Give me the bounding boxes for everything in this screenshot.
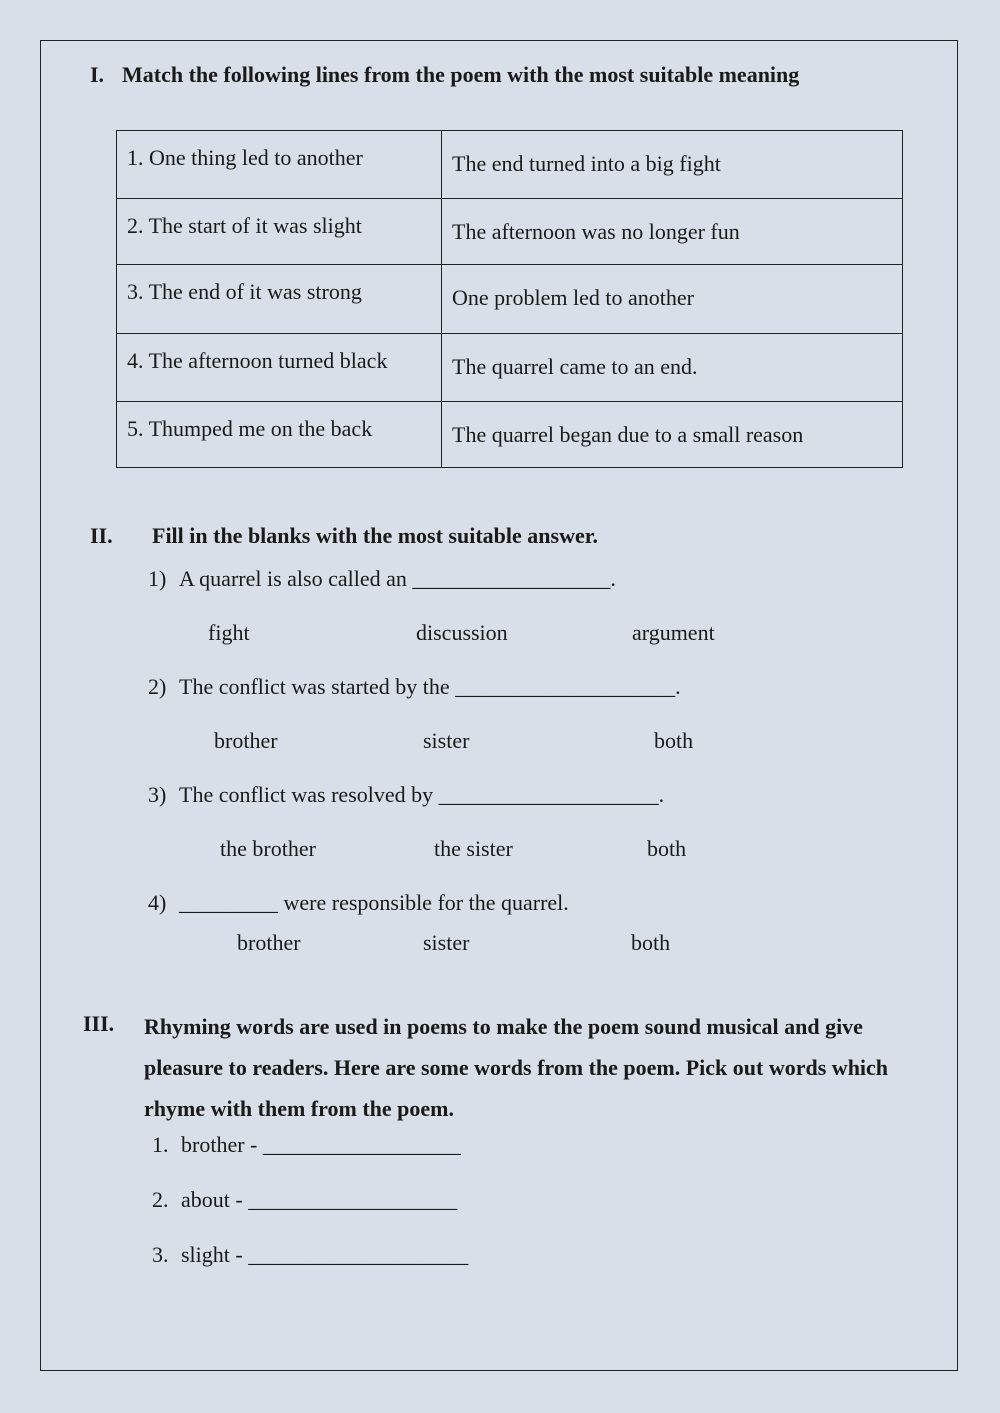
item-number: 1. — [152, 1132, 169, 1157]
section3-instructions: Rhyming words are used in poems to make the poem sound musical and give pleasure to readers. Here are some words from the poem. Pick out words which rhyme with them from the poem. — [144, 1014, 889, 1121]
poem-line: 5. Thumped me on the back — [117, 402, 442, 468]
poem-line: 1. One thing led to another — [117, 131, 442, 199]
table-row — [117, 402, 903, 468]
option: the sister — [434, 836, 513, 861]
question-number: 4) — [148, 890, 167, 915]
section3-number: III. — [83, 1011, 115, 1036]
table-row — [117, 199, 903, 265]
section1-number: I. — [90, 62, 105, 87]
meaning: The quarrel began due to a small reason — [442, 402, 903, 468]
option: the brother — [220, 836, 316, 861]
question-text: A quarrel is also called an __________________. — [179, 566, 616, 591]
option: brother — [237, 930, 301, 955]
meaning: The quarrel came to an end. — [442, 334, 903, 402]
option: both — [647, 836, 687, 861]
matching-table — [116, 130, 903, 468]
poem-line: 3. The end of it was strong — [117, 265, 442, 334]
table-row — [117, 131, 903, 199]
option: brother — [214, 728, 278, 753]
question-number: 2) — [148, 674, 167, 699]
meaning: The end turned into a big fight — [442, 131, 903, 199]
option: fight — [208, 620, 250, 645]
question-text: The conflict was resolved by ____________________. — [179, 782, 665, 807]
section2-number: II. — [90, 523, 113, 548]
section2-title: Fill in the blanks with the most suitable answer. — [152, 523, 598, 548]
option: sister — [423, 728, 470, 753]
table-row — [117, 265, 903, 334]
option: argument — [632, 620, 715, 645]
question-number: 1) — [148, 566, 167, 591]
rhyme-item: slight - ____________________ — [181, 1242, 469, 1267]
item-number: 3. — [152, 1242, 169, 1267]
option: discussion — [416, 620, 508, 645]
poem-line: 4. The afternoon turned black — [117, 334, 442, 402]
poem-line: 2. The start of it was slight — [117, 199, 442, 265]
option: sister — [423, 930, 470, 955]
rhyme-item: brother - __________________ — [181, 1132, 461, 1157]
section1-title: Match the following lines from the poem with the most suitable meaning — [122, 62, 800, 87]
question-text: _________ were responsible for the quarrel. — [179, 890, 569, 915]
meaning: One problem led to another — [442, 265, 903, 334]
option: both — [631, 930, 671, 955]
question-number: 3) — [148, 782, 167, 807]
rhyme-item: about - ___________________ — [181, 1187, 458, 1212]
table-row — [117, 334, 903, 402]
item-number: 2. — [152, 1187, 169, 1212]
question-text: The conflict was started by the ____________________. — [179, 674, 681, 699]
option: both — [654, 728, 694, 753]
meaning: The afternoon was no longer fun — [442, 199, 903, 265]
